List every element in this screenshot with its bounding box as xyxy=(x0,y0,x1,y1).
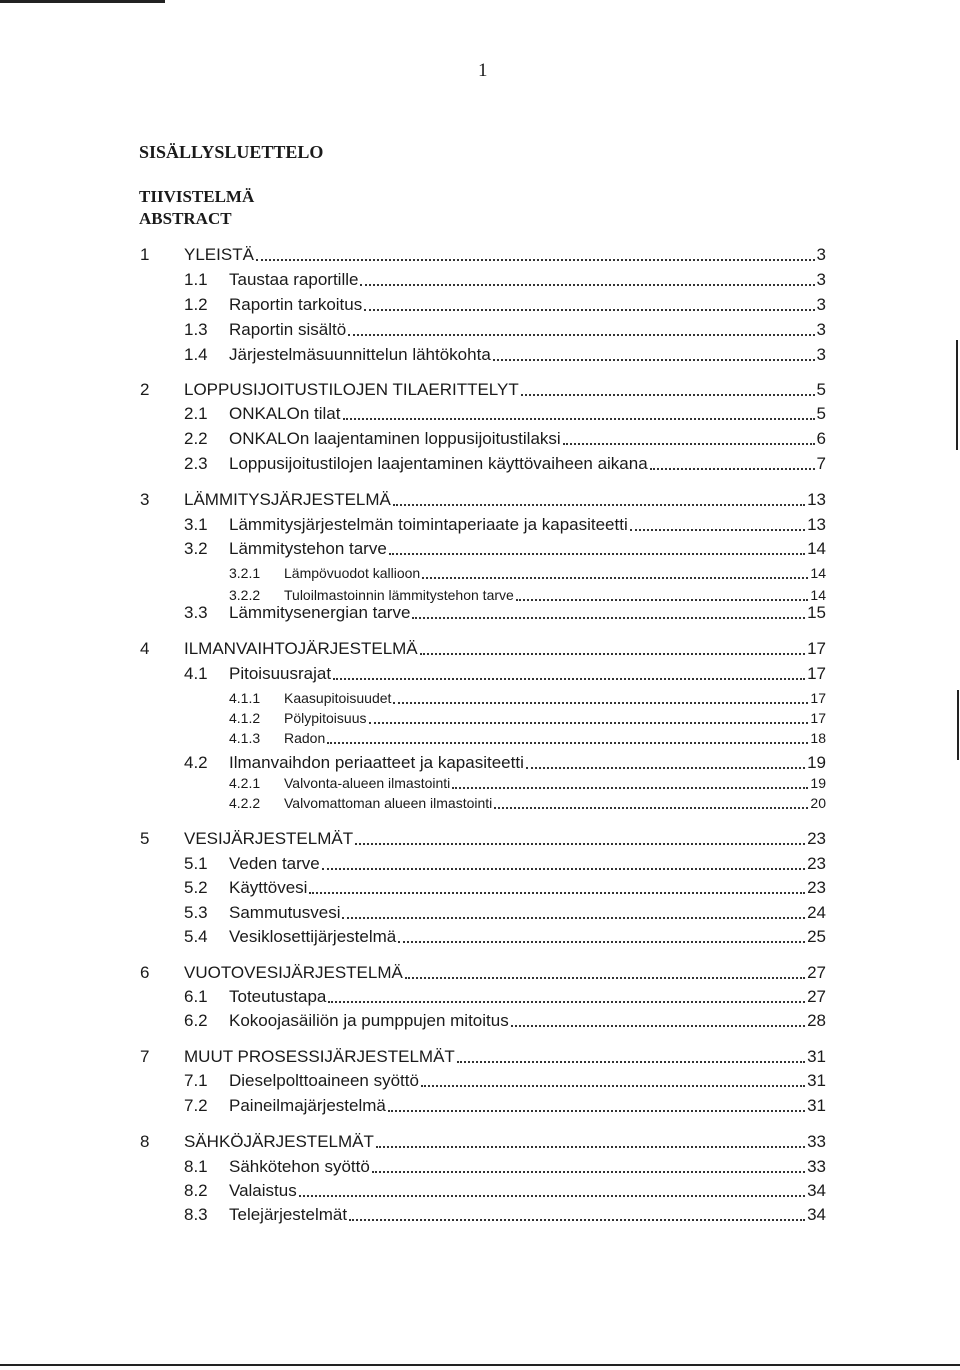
toc-entry-title: Lämmitysenergian tarve xyxy=(229,603,411,622)
toc-entry-level-2[interactable] xyxy=(229,268,826,292)
toc-entry-number: 1.4 xyxy=(184,345,208,364)
toc-entry-title: Dieselpolttoaineen syöttö xyxy=(229,1071,419,1090)
toc-entry-page: 27 xyxy=(807,963,826,982)
dot-leader xyxy=(333,677,805,680)
toc-entry-level-1[interactable] xyxy=(184,1130,826,1154)
dot-leader xyxy=(421,1084,805,1087)
toc-entry-page: 25 xyxy=(807,927,826,946)
toc-entry-number: 2.2 xyxy=(184,429,208,448)
toc-entry-title: Paineilmajärjestelmä xyxy=(229,1096,386,1115)
toc-entry-title: Sammutusvesi xyxy=(229,903,341,922)
toc-entry-title: MUUT PROSESSIJÄRJESTELMÄT xyxy=(184,1047,455,1066)
toc-entry-page: 13 xyxy=(807,490,826,509)
toc-entry-level-2[interactable] xyxy=(229,662,826,686)
dot-leader xyxy=(360,283,814,286)
dot-leader xyxy=(420,652,805,655)
toc-entry-title: Loppusijoitustilojen laajentaminen käyttövaiheen aikana xyxy=(229,454,648,473)
toc-entry-title: VUOTOVESIJÄRJESTELMÄ xyxy=(184,963,403,982)
toc-entry-level-1[interactable] xyxy=(184,637,826,661)
toc-entry-page: 3 xyxy=(816,345,826,364)
dot-leader xyxy=(369,721,809,724)
dot-leader xyxy=(412,616,805,619)
toc-entry-title: LOPPUSIJOITUSTILOJEN TILAERITTELYT xyxy=(184,380,519,399)
dot-leader xyxy=(388,1109,805,1112)
toc-entry-level-2[interactable] xyxy=(229,876,826,900)
dot-leader xyxy=(376,1145,805,1148)
toc-entry-level-2[interactable] xyxy=(229,318,826,342)
toc-entry-number: 3.3 xyxy=(184,603,208,622)
toc-entry-level-2[interactable] xyxy=(229,925,826,949)
dot-leader xyxy=(393,701,808,704)
toc-entry-number: 8.2 xyxy=(184,1181,208,1200)
toc-entry-number: 8.1 xyxy=(184,1157,208,1176)
dot-leader xyxy=(299,1194,805,1197)
dot-leader xyxy=(348,333,814,336)
toc-entry-page: 17 xyxy=(807,639,826,658)
toc-entry-number: 2.1 xyxy=(184,404,208,423)
toc-entry-level-2[interactable] xyxy=(229,985,826,1009)
dot-leader xyxy=(563,442,815,445)
toc-entry-level-2[interactable] xyxy=(229,402,826,426)
toc-entry-page: 27 xyxy=(807,987,826,1006)
toc-entry-page: 34 xyxy=(807,1181,826,1200)
toc-entry-level-1[interactable] xyxy=(184,243,826,267)
toc-entry-level-2[interactable] xyxy=(229,1155,826,1179)
dot-leader xyxy=(355,842,805,845)
toc-entry-title: Sähkötehon syöttö xyxy=(229,1157,370,1176)
dot-leader xyxy=(393,503,805,506)
toc-entry-title: Käyttövesi xyxy=(229,878,308,897)
toc-entry-number: 5.2 xyxy=(184,878,208,897)
toc-entry-level-3[interactable] xyxy=(284,726,826,750)
toc-entry-number: 7 xyxy=(140,1047,150,1066)
toc-entry-number: 2.3 xyxy=(184,454,208,473)
toc-entry-level-2[interactable] xyxy=(229,293,826,317)
toc-entry-title: Lämpövuodot kallioon xyxy=(284,565,421,581)
toc-entry-number: 4.2.2 xyxy=(229,795,261,811)
toc-entry-title: Pölypitoisuus xyxy=(284,710,367,726)
toc-entry-page: 5 xyxy=(816,380,826,399)
toc-entry-level-2[interactable] xyxy=(229,601,826,625)
toc-entry-title: Veden tarve xyxy=(229,854,320,873)
toc-entry-page: 24 xyxy=(807,903,826,922)
toc-entry-page: 14 xyxy=(807,539,826,558)
dot-leader xyxy=(630,528,805,531)
toc-entry-level-2[interactable] xyxy=(229,852,826,876)
toc-entry-number: 7.2 xyxy=(184,1096,208,1115)
dot-leader xyxy=(405,976,805,979)
toc-entry-page: 14 xyxy=(810,565,826,581)
toc-entry-number: 4.2 xyxy=(184,753,208,772)
page-number: 1 xyxy=(478,60,488,81)
dot-leader xyxy=(389,552,805,555)
toc-entry-number: 4.1.2 xyxy=(229,710,261,726)
toc-entry-number: 2 xyxy=(140,380,150,399)
toc-entry-page: 31 xyxy=(807,1071,826,1090)
dot-leader xyxy=(422,576,808,579)
toc-entry-level-2[interactable] xyxy=(229,1069,826,1093)
dot-leader xyxy=(526,766,805,769)
toc-entry-title: Valaistus xyxy=(229,1181,297,1200)
toc-entry-number: 3.2.1 xyxy=(229,565,261,581)
toc-entry-title: Lämmitysjärjestelmän toimintaperiaate ja kapasiteetti xyxy=(229,515,628,534)
toc-entry-level-2[interactable] xyxy=(229,1094,826,1118)
toc-entry-level-2[interactable] xyxy=(229,901,826,925)
toc-entry-page: 7 xyxy=(816,454,826,473)
toc-entry-level-1[interactable] xyxy=(184,827,826,851)
toc-entry-number: 4.1 xyxy=(184,664,208,683)
toc-entry-page: 19 xyxy=(807,753,826,772)
toc-entry-page: 3 xyxy=(816,320,826,339)
toc-entry-page: 33 xyxy=(807,1157,826,1176)
toc-entry-number: 6.1 xyxy=(184,987,208,1006)
toc-entry-number: 8 xyxy=(140,1132,150,1151)
toc-entry-number: 1.3 xyxy=(184,320,208,339)
toc-entry-number: 7.1 xyxy=(184,1071,208,1090)
toc-entry-number: 3.1 xyxy=(184,515,208,534)
toc-entry-title: ONKALOn laajentaminen loppusijoitustilaksi xyxy=(229,429,561,448)
toc-entry-title: Ilmanvaihdon periaatteet ja kapasiteetti xyxy=(229,753,524,772)
dot-leader xyxy=(364,308,814,311)
toc-entry-page: 3 xyxy=(816,295,826,314)
toc-entry-title: LÄMMITYSJÄRJESTELMÄ xyxy=(184,490,391,509)
toc-entry-page: 6 xyxy=(816,429,826,448)
toc-entry-level-2[interactable] xyxy=(229,427,826,451)
dot-leader xyxy=(650,467,815,470)
toc-entry-page: 33 xyxy=(807,1132,826,1151)
toc-entry-page: 34 xyxy=(807,1205,826,1224)
front-item-tiivistelma: TIIVISTELMÄ xyxy=(139,187,255,206)
toc-entry-page: 5 xyxy=(816,404,826,423)
toc-entry-page: 3 xyxy=(816,245,826,264)
toc-entry-level-2[interactable] xyxy=(229,1009,826,1033)
toc-entry-page: 23 xyxy=(807,829,826,848)
toc-entry-title: Toteutustapa xyxy=(229,987,327,1006)
toc-entry-number: 8.3 xyxy=(184,1205,208,1224)
toc-entry-title: Vesiklosettijärjestelmä xyxy=(229,927,397,946)
toc-entry-title: Kaasupitoisuudet xyxy=(284,690,392,706)
toc-entry-number: 4.2.1 xyxy=(229,775,261,791)
toc-entry-title: Valvonta-alueen ilmastointi xyxy=(284,775,451,791)
toc-entry-number: 4.1.3 xyxy=(229,730,261,746)
toc-entry-level-1[interactable] xyxy=(184,378,826,402)
toc-entry-number: 6 xyxy=(140,963,150,982)
toc-entry-page: 15 xyxy=(807,603,826,622)
toc-entry-title: Valvomattoman alueen ilmastointi xyxy=(284,795,493,811)
toc-entry-title: Kokoojasäiliön ja pumppujen mitoitus xyxy=(229,1011,509,1030)
toc-entry-level-2[interactable] xyxy=(229,343,826,367)
toc-entry-title: SÄHKÖJÄRJESTELMÄT xyxy=(184,1132,374,1151)
toc-entry-level-2[interactable] xyxy=(229,452,826,476)
toc-entry-title: ILMANVAIHTOJÄRJESTELMÄ xyxy=(184,639,418,658)
toc-entry-page: 23 xyxy=(807,854,826,873)
dot-leader xyxy=(322,867,805,870)
toc-entry-number: 5.3 xyxy=(184,903,208,922)
toc-entry-title: Taustaa raportille xyxy=(229,270,359,289)
dot-leader xyxy=(398,940,805,943)
toc-entry-page: 20 xyxy=(810,795,826,811)
toc-entry-title: Pitoisuusrajat xyxy=(229,664,332,683)
toc-entry-page: 13 xyxy=(807,515,826,534)
front-item-abstract: ABSTRACT xyxy=(139,209,232,228)
dot-leader xyxy=(521,393,815,396)
dot-leader xyxy=(327,741,808,744)
toc-entry-title: Tuloilmastoinnin lämmitystehon tarve xyxy=(284,587,514,603)
toc-entry-title: Järjestelmäsuunnittelun lähtökohta xyxy=(229,345,491,364)
dot-leader xyxy=(457,1060,805,1063)
dot-leader xyxy=(349,1218,805,1221)
toc-entry-level-2[interactable] xyxy=(229,537,826,561)
dot-leader xyxy=(342,916,805,919)
toc-entry-level-1[interactable] xyxy=(184,488,826,512)
toc-entry-page: 19 xyxy=(810,775,826,791)
dot-leader xyxy=(328,1000,805,1003)
toc-entry-page: 17 xyxy=(810,690,826,706)
toc-entry-number: 1.1 xyxy=(184,270,208,289)
toc-entry-page: 28 xyxy=(807,1011,826,1030)
toc-entry-page: 18 xyxy=(810,730,826,746)
toc-entry-title: ONKALOn tilat xyxy=(229,404,341,423)
toc-entry-title: Radon xyxy=(284,730,326,746)
toc-entry-number: 3.2.2 xyxy=(229,587,261,603)
toc-entry-page: 23 xyxy=(807,878,826,897)
dot-leader xyxy=(493,358,815,361)
toc-entry-title: Lämmitystehon tarve xyxy=(229,539,387,558)
toc-entry-level-2[interactable] xyxy=(229,1179,826,1203)
dot-leader xyxy=(309,891,805,894)
toc-entry-number: 4 xyxy=(140,639,150,658)
toc-entry-page: 14 xyxy=(810,587,826,603)
dot-leader xyxy=(494,806,808,809)
toc-entry-title: Raportin sisältö xyxy=(229,320,347,339)
dot-leader xyxy=(343,417,815,420)
toc-entry-level-2[interactable] xyxy=(229,1203,826,1227)
toc-entry-page: 17 xyxy=(807,664,826,683)
toc-entry-title: VESIJÄRJESTELMÄT xyxy=(184,829,354,848)
dot-leader xyxy=(256,258,815,261)
toc-entry-title: Raportin tarkoitus xyxy=(229,295,363,314)
toc-entry-title: Telejärjestelmät xyxy=(229,1205,348,1224)
toc-entry-level-1[interactable] xyxy=(184,1045,826,1069)
toc-entry-number: 3.2 xyxy=(184,539,208,558)
toc-entry-number: 5.4 xyxy=(184,927,208,946)
toc-entry-page: 17 xyxy=(810,710,826,726)
dot-leader xyxy=(511,1024,805,1027)
toc-entry-number: 1.2 xyxy=(184,295,208,314)
toc-entry-level-1[interactable] xyxy=(184,961,826,985)
toc-entry-level-3[interactable] xyxy=(284,561,826,585)
dot-leader xyxy=(372,1170,805,1173)
toc-entry-level-3[interactable] xyxy=(284,791,826,815)
toc-entry-title: YLEISTÄ xyxy=(184,245,254,264)
toc-entry-number: 6.2 xyxy=(184,1011,208,1030)
toc-entry-number: 1 xyxy=(140,245,150,264)
toc-entry-number: 5 xyxy=(140,829,150,848)
toc-title: SISÄLLYSLUETTELO xyxy=(139,142,324,162)
toc-entry-number: 4.1.1 xyxy=(229,690,261,706)
toc-entry-number: 3 xyxy=(140,490,150,509)
toc-entry-page: 31 xyxy=(807,1047,826,1066)
toc-entry-level-2[interactable] xyxy=(229,513,826,537)
toc-entry-page: 3 xyxy=(816,270,826,289)
toc-entry-page: 31 xyxy=(807,1096,826,1115)
toc-entry-number: 5.1 xyxy=(184,854,208,873)
dot-leader xyxy=(452,786,808,789)
